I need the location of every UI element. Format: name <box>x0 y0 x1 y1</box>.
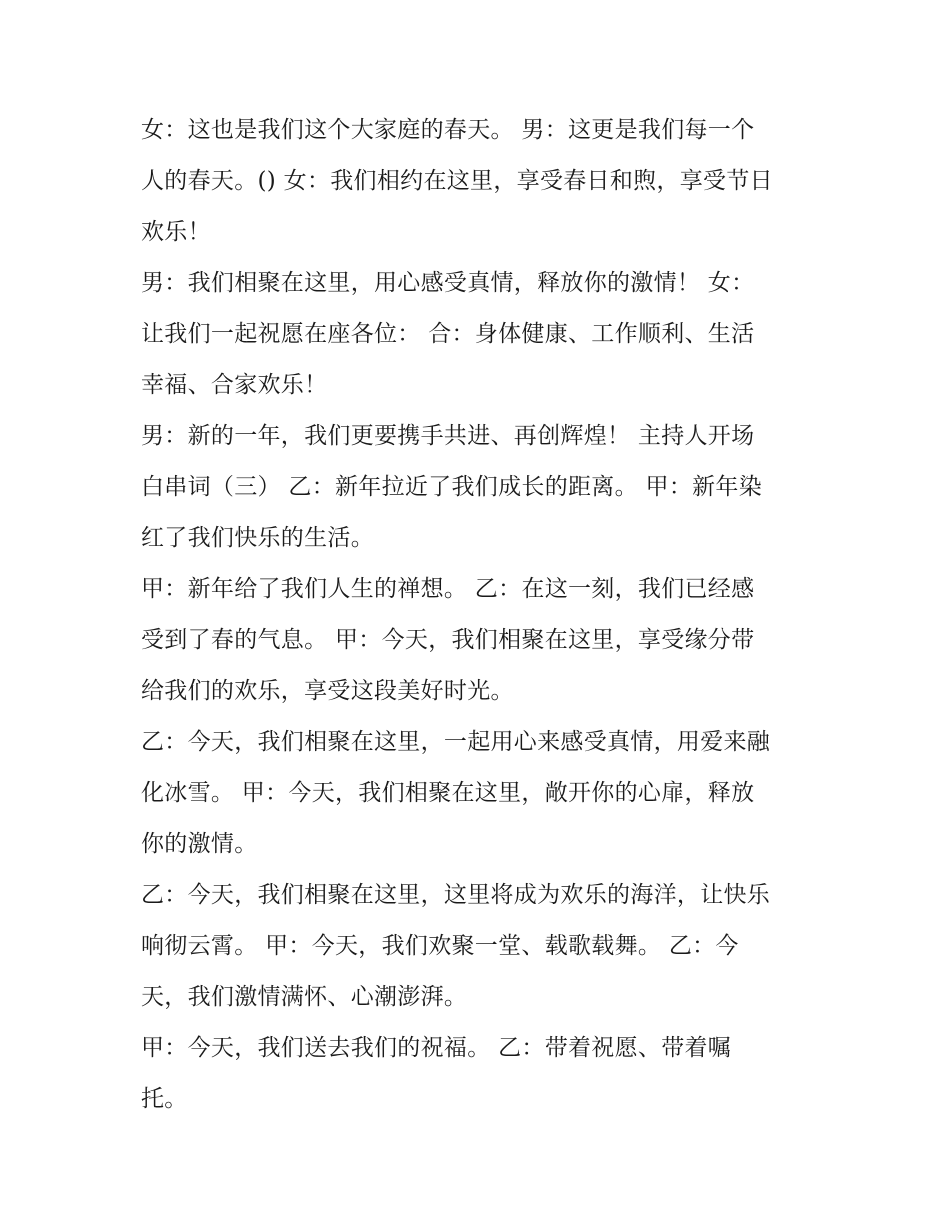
text-line: 乙：今天，我们相聚在这里，这里将成为欢乐的海洋，让快乐 <box>141 882 771 908</box>
text-line: 甲：新年给了我们人生的禅想。 乙：在这一刻，我们已经感 <box>141 576 755 602</box>
text-line: 白串词（三） 乙：新年拉近了我们成长的距离。 甲：新年染 <box>141 474 763 500</box>
text-line: 男：新的一年，我们更要携手共进、再创辉煌！ 主持人开场 <box>141 423 755 449</box>
text-line: 甲：今天，我们送去我们的祝福。 乙：带着祝愿、带着嘱 <box>141 1035 732 1061</box>
text-line: 幸福、合家欢乐！ <box>141 372 328 398</box>
text-line: 响彻云霄。 甲：今天，我们欢聚一堂、载歌载舞。 乙：今 <box>141 933 739 959</box>
text-line: 天，我们激情满怀、心潮澎湃。 <box>141 984 468 1010</box>
text-line: 人的春天。() 女：我们相约在这里，享受春日和煦，享受节日 <box>141 168 773 194</box>
text-line: 欢乐！ <box>141 219 211 245</box>
text-line: 托。 <box>141 1086 188 1112</box>
text-line: 乙：今天，我们相聚在这里，一起用心来感受真情，用爱来融 <box>141 729 771 755</box>
text-line: 化冰雪。 甲：今天，我们相聚在这里，敞开你的心扉，释放 <box>141 780 755 806</box>
text-line: 女：这也是我们这个大家庭的春天。 男：这更是我们每一个 <box>141 117 755 143</box>
text-line: 给我们的欢乐，享受这段美好时光。 <box>141 678 514 704</box>
document-body <box>141 105 821 1125</box>
text-line: 男：我们相聚在这里，用心感受真情，释放你的激情！ 女： <box>141 270 755 296</box>
text-line: 受到了春的气息。 甲：今天，我们相聚在这里，享受缘分带 <box>141 627 755 653</box>
text-line: 红了我们快乐的生活。 <box>141 525 374 551</box>
text-line: 让我们一起祝愿在座各位： 合：身体健康、工作顺利、生活 <box>141 321 755 347</box>
text-line: 你的激情。 <box>141 831 258 857</box>
